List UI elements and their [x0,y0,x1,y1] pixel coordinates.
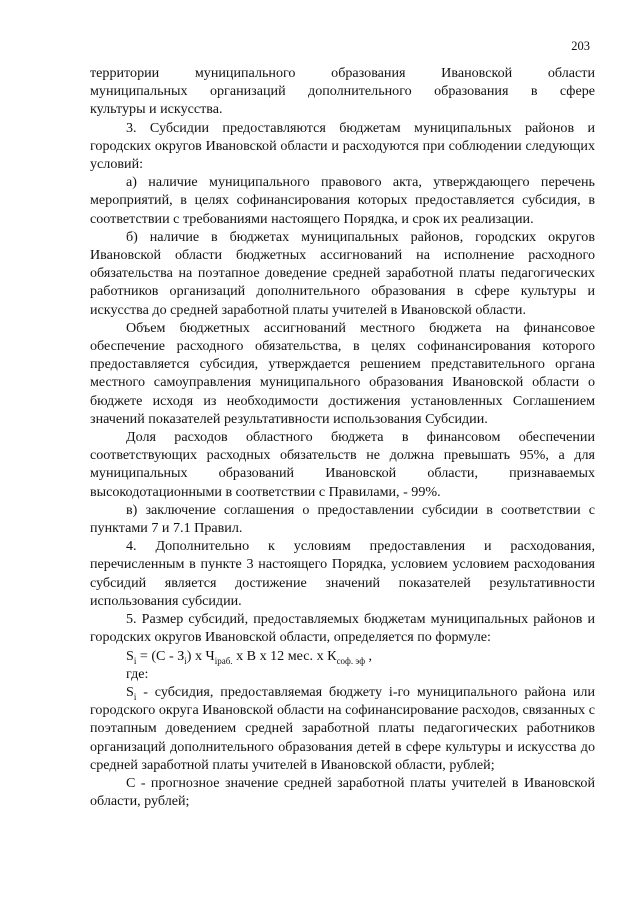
paragraph-budget-volume: Объем бюджетных ассигнований местного бюджета на финансовое обеспечение расходного обязательства, в целях софинансирования которого предоставляется субсидия, утверждается решением представительного органа местного самоуправления муниципального образования Ивановской области о бюджете исходя из необходимости достижения установленных Соглашением значений показателей результативности использования Субсидии. [90,319,595,427]
paragraph-item-5: 5. Размер субсидий, предоставляемых бюджетам муниципальных районов и городских округов Ивановской области, определяется по формуле: [90,611,595,646]
paragraph-item-4: 4. Дополнительно к условиям предоставления и расходования, перечисленным в пункте 3 настоящего Порядка, условием условием расходования субсидий является достижение значений показателей результативности использования субсидии. [90,538,595,609]
document-body [90,64,595,810]
definition-si-subscript: i [133,691,137,702]
formula-z-subscript: i [184,655,187,666]
formula-s: S [126,647,134,664]
paragraph-continuation-line-1: территории муниципального образования Ивановской области [90,65,595,81]
paragraph-condition-b: б) наличие в бюджетах муниципальных районов, городских округов Ивановской области бюджетных ассигнований на исполнение расходного обязательства на поэтапное доведение средней заработной платы педагогических работников организаций дополнительного образования в сфере культуры и искусства до средней заработной платы учителей в Ивановской области. [90,228,595,318]
paragraph-continuation-line-2: муниципальных организаций дополнительного образования в сфере [90,83,595,100]
formula-s-subscript: i [133,655,137,666]
definition-si-symbol: S [126,683,134,700]
paragraph-condition-a: а) наличие муниципального правового акта, утверждающего перечень мероприятий, в целях софинансирования которых предоставляется субсидия, в соответствии с требованиями настоящего Порядка, и срок их реализации. [90,174,595,227]
page-number: 203 [571,39,590,53]
formula-part-1: = (С - З [136,647,185,664]
subsidy-formula [90,647,595,665]
paragraph-item-3: 3. Субсидии предоставляются бюджетам муниципальных районов и городских округов Ивановской области и расходуются при соблюдении следующих условий: [90,119,595,173]
definition-si [90,683,595,774]
definition-si-text: - субсидия, предоставляемая бюджету i-го муниципального района или городского округа Ивановской области на софинансирование расходов, связанных с поэтапным доведением средней заработной платы педагогических работников организаций дополнительного образования детей в сфере культуры и искусства до средней заработной платы учителей в Ивановской области, рублей; [90,683,595,773]
definition-c: С - прогнозное значение средней заработной платы учителей в Ивановской области, рублей; [90,774,595,810]
paragraph-condition-v: в) заключение соглашения о предоставлении субсидии в соответствии с пунктами 7 и 7.1 Правил. [90,501,595,537]
paragraph-regional-share: Доля расходов областного бюджета в финансовом обеспечении соответствующих расходных обязательств не должна превышать 95%, а для муниципальных образований Ивановской области, признаваемых высокодотационными в соответствии с Правилами, - 99%. [90,429,595,500]
formula-end: , [365,647,373,664]
formula-part-3: х В х 12 мес. х К [232,647,337,664]
formula-k-subscript: соф. эф [336,655,366,666]
paragraph-continuation-line-3: культуры и искусства. [90,101,223,118]
formula-ch-subscript: iраб. [214,655,233,666]
formula-where-label: где: [126,665,149,682]
formula-part-2: ) х Ч [186,647,215,664]
